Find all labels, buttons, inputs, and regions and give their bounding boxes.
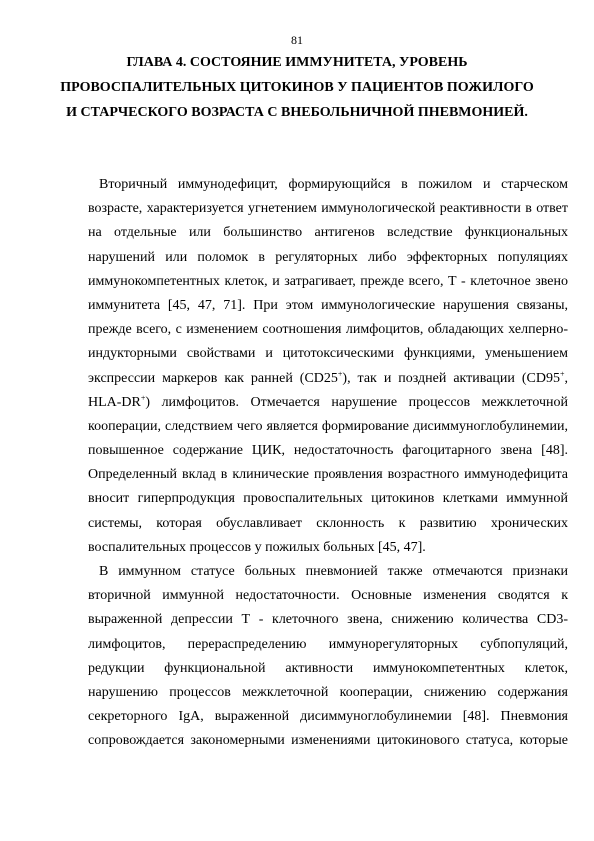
superscript: + xyxy=(337,368,343,378)
text-line: иммунокомпетентных клеток, и затрагивает, прежде всего, Т - клеточное звено xyxy=(88,273,568,289)
text-line xyxy=(88,391,568,415)
text-line: нарушению процессов межклеточной кооперации, снижению содержания xyxy=(88,684,568,700)
chapter-title xyxy=(60,50,534,125)
text-line: вносит гиперпродукция провоспалительных цитокинов клетками иммунной xyxy=(88,491,568,507)
superscript: + xyxy=(559,368,565,378)
text-line: прежде всего, с изменением соотношения лимфоцитов, обладающих хелперно- xyxy=(88,322,568,338)
text-line: нарушений или поломок в регуляторных либо эффекторных популяциях xyxy=(88,249,568,265)
chapter-title-line: ГЛАВА 4. СОСТОЯНИЕ ИММУНИТЕТА, УРОВЕНЬ xyxy=(126,55,468,70)
text-line: выраженной депрессии Т - клеточного звена, снижению количества CD3- xyxy=(88,612,568,628)
text-line: Вторичный иммунодефицит, формирующийся в пожилом и старческом xyxy=(99,177,568,192)
text-line: на отдельные или большинство антигенов вследствие функциональных xyxy=(88,225,568,241)
paragraph-1 xyxy=(88,173,568,560)
text-line: В иммунном статусе больных пневмонией также отмечаются признаки xyxy=(99,564,568,579)
text-line: секреторного IgA, выраженной дисиммуноглобулинемии [48]. Пневмония xyxy=(88,709,568,725)
text-line: индукторными свойствами и цитотоксическими функциями, уменьшением xyxy=(88,346,568,362)
chapter-title-line: И СТАРЧЕСКОГО ВОЗРАСТА С ВНЕБОЛЬНИЧНОЙ ПНЕВМОНИЕЙ. xyxy=(66,105,528,120)
text-fragment: экспрессии маркеров как ранней (CD25 xyxy=(88,370,338,386)
text-line: редукции функциональной активности иммунокомпетентных клеток, xyxy=(88,660,568,676)
text-line: системы, которая обуславливает склонность к развитию хронических xyxy=(88,515,568,531)
text-fragment: , xyxy=(564,370,568,386)
text-fragment: ) лимфоцитов. Отмечается нарушение процессов межклеточной xyxy=(145,394,568,410)
text-line xyxy=(88,367,568,391)
text-line: повышенное содержание ЦИК, недостаточность фагоцитарного звена [48]. xyxy=(88,443,568,459)
page-number: 81 xyxy=(291,33,303,47)
text-fragment: HLA-DR xyxy=(88,394,141,410)
text-line: возрасте, характеризуется угнетением иммунологической реактивности в ответ xyxy=(88,201,568,217)
paragraph-2 xyxy=(88,560,568,754)
text-line: кооперации, следствием чего является формирование дисиммуноглобулинемии, xyxy=(88,418,568,434)
text-line: Определенный вклад в клинические проявления возрастного иммунодефицита xyxy=(88,467,568,483)
text-line: сопровождается закономерными изменениями цитокинового статуса, которые xyxy=(88,733,568,749)
text-line: вторичной иммунной недостаточности. Основные изменения сводятся к xyxy=(88,588,568,604)
text-line: воспалительных процессов у пожилых больных [45, 47]. xyxy=(88,539,426,555)
text-fragment: ), так и поздней активации (CD95 xyxy=(342,370,560,386)
body-text xyxy=(88,173,568,754)
text-line: лимфоцитов, перераспределению иммунорегуляторных субпопуляций, xyxy=(88,636,568,652)
text-line: иммунитета [45, 47, 71]. При этом иммунологические нарушения связаны, xyxy=(88,297,568,313)
chapter-title-line: ПРОВОСПАЛИТЕЛЬНЫХ ЦИТОКИНОВ У ПАЦИЕНТОВ ПОЖИЛОГО xyxy=(60,80,534,95)
superscript: + xyxy=(140,393,146,403)
